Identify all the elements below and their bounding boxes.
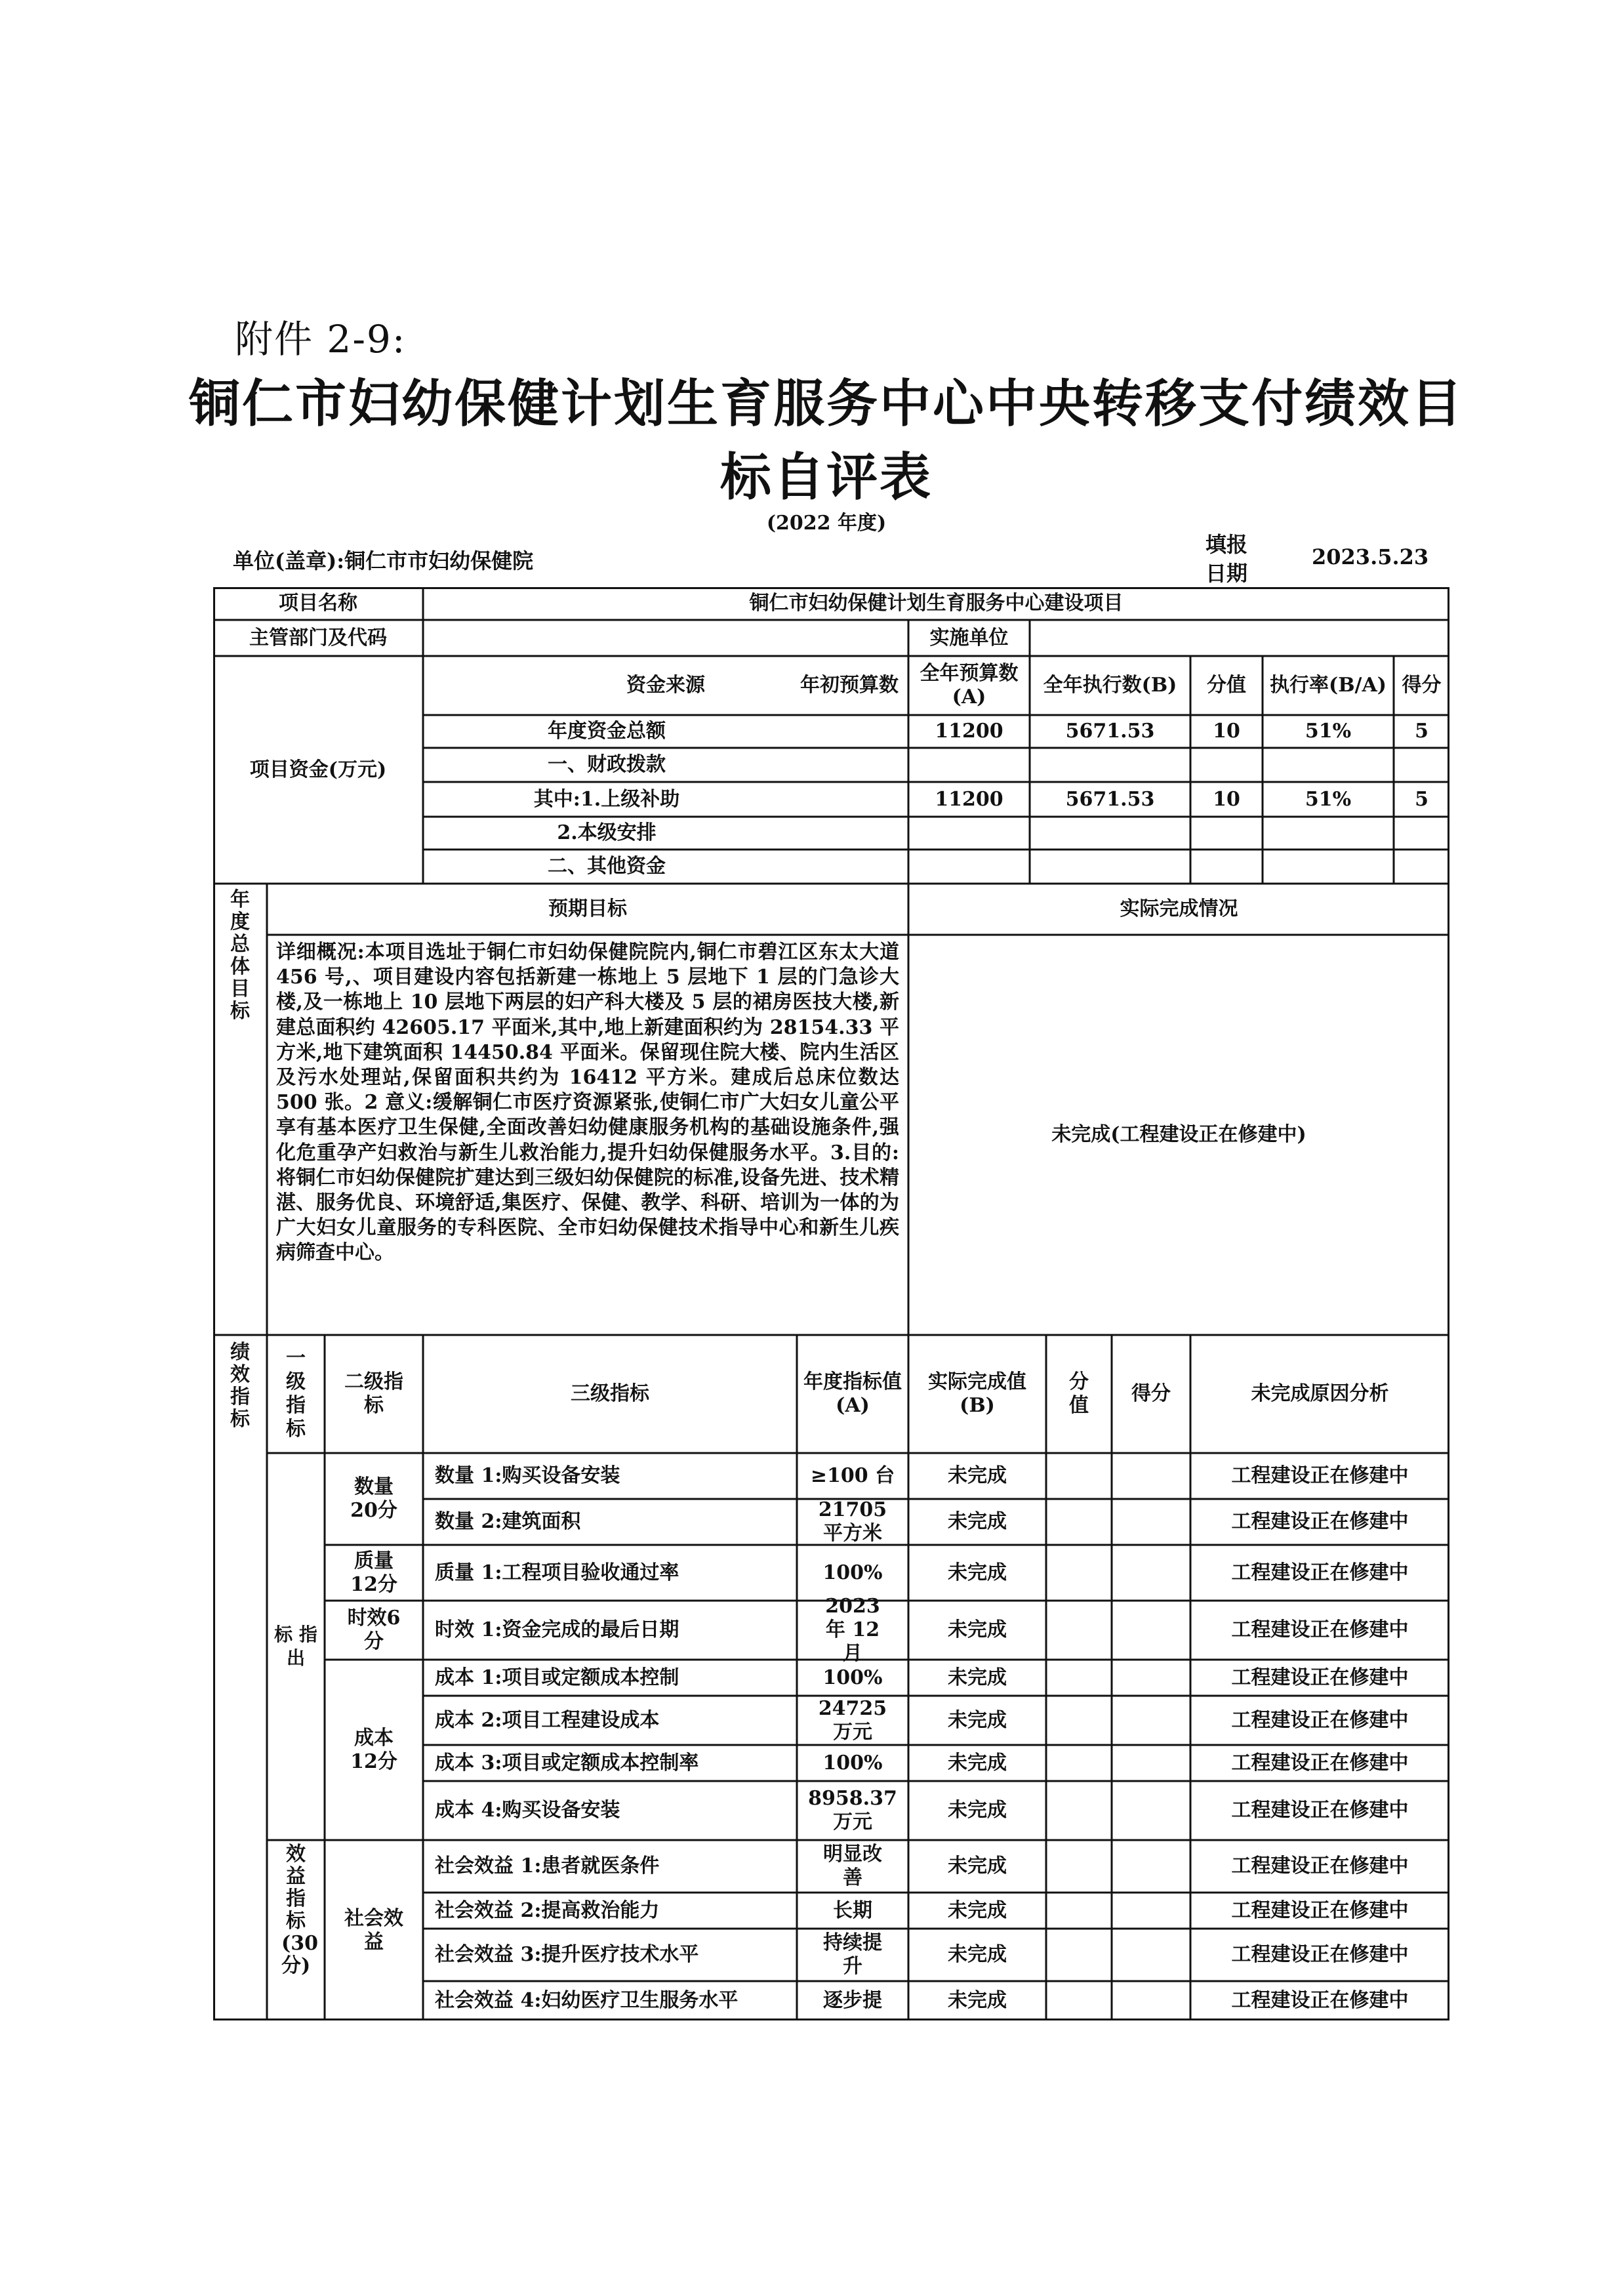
indicator-reason: 工程建设正在修建中 (1231, 1898, 1409, 1922)
ind-header-level2: 二级指标 (344, 1370, 403, 1417)
reporting-unit: 单位(盖章):铜仁市市妇幼保健院 (233, 548, 534, 573)
ind-header-actual: 实际完成值(B) (928, 1370, 1026, 1417)
indicator-reason: 工程建设正在修建中 (1231, 1943, 1409, 1966)
project-funds-label: 项目资金(万元) (249, 758, 387, 781)
funds-budget: 11200 (935, 720, 1003, 743)
indicator-name: 社会效益 3:提升医疗技术水平 (435, 1943, 699, 1966)
indicator-reason: 工程建设正在修建中 (1231, 1510, 1409, 1533)
indicator-actual: 未完成 (948, 1989, 1007, 2012)
ind-header-target: 年度指标值(A) (803, 1370, 902, 1417)
funds-header-score: 得分 (1402, 674, 1442, 697)
indicator-reason: 工程建设正在修建中 (1231, 1708, 1409, 1732)
funds-header-rate: 执行率(B/A) (1270, 674, 1387, 697)
ind-header-score-value: 分值 (1069, 1370, 1089, 1417)
indicator-actual: 未完成 (948, 1708, 1007, 1732)
funds-header-executed: 全年执行数(B) (1043, 674, 1177, 697)
funds-header-source: 资金来源 (626, 674, 705, 697)
group-quantity: 数量20分 (350, 1475, 397, 1522)
indicator-actual: 未完成 (948, 1855, 1007, 1877)
indicator-reason: 工程建设正在修建中 (1231, 1666, 1409, 1689)
expected-goal-text: 详细概况:本项目选址于铜仁市妇幼保健院院内,铜仁市碧江区东太大道 456 号,、项目建设内容包括新建一栋地上 5 层地下 1 层的门急诊大楼,及一栋地上 10 层地下两层的妇产科大楼及 5 层的裙房医技大楼,新建总面积约 42605.17 平面米,其中,地上新建面积约为 28154.33 平方米,地下建筑面积 14450.84 平面米。保留现住院大楼、院内生活区及污水处理站,保留面积共约为 16412 平方米。建成后总床位数达 500 张。2 意义:缓解铜仁市医疗资源紧张,使铜仁市广大妇女儿童公平享有基本医疗卫生保健,全面改善妇幼健康服务机构的基础设施条件,强化危重孕产妇救治与新生儿救治能力,提升妇幼保健服务水平。3.目的:将铜仁市妇幼保健院扩建达到三级妇幼保健院的标准,设备先进、技术精湛、服务优良、环境舒适,集医疗、保健、教学、科研、培训为一体的为广大妇女儿童服务的专科医院、全市妇幼保健技术指导中心和新生儿疾病筛查中心。 (276, 941, 899, 1265)
group-timeliness: 时效6分 (347, 1607, 401, 1653)
indicator-actual: 未完成 (948, 1799, 1007, 1822)
indicator-name: 成本 4:购买设备安装 (435, 1799, 620, 1822)
actual-completion-header: 实际完成情况 (1120, 897, 1238, 920)
funds-source: 2.本级安排 (557, 821, 657, 844)
indicator-name: 时效 1:资金完成的最后日期 (435, 1618, 679, 1641)
indicator-target: 长期 (833, 1898, 872, 1922)
actual-completion-text: 未完成(工程建设正在修建中) (1051, 1123, 1306, 1146)
funds-header-score-value: 分值 (1207, 674, 1246, 697)
indicator-target: 8958.37 万元 (808, 1787, 897, 1834)
ind-header-reason: 未完成原因分析 (1251, 1382, 1389, 1405)
group-cost: 成本12分 (350, 1726, 397, 1773)
project-name-value: 铜仁市妇幼保健计划生育服务中心建设项目 (749, 592, 1124, 615)
indicator-target: 21705 平方米 (818, 1498, 887, 1545)
indicator-actual: 未完成 (948, 1561, 1007, 1584)
funds-score: 5 (1415, 787, 1428, 811)
indicator-name: 质量 1:工程项目验收通过率 (435, 1561, 679, 1584)
funds-source: 其中:1.上级补助 (533, 787, 680, 811)
funds-header-initial: 年初预算数 (800, 674, 899, 697)
fill-date-label: 填报日期 (1205, 532, 1248, 586)
indicator-reason: 工程建设正在修建中 (1231, 1799, 1409, 1822)
funds-rate: 51% (1305, 720, 1352, 743)
funds-source: 年度资金总额 (548, 720, 666, 743)
indicator-actual: 未完成 (948, 1943, 1007, 1966)
project-name-label: 项目名称 (279, 592, 357, 615)
evaluation-table (213, 587, 1449, 2020)
output-indicator-label: 标 指 出 (274, 1624, 317, 1669)
group-social-benefit: 社会效益 (344, 1906, 403, 1954)
document-title (184, 367, 1469, 514)
indicator-actual: 未完成 (948, 1666, 1007, 1689)
benefit-indicator-label: 效益指标(30分) (281, 1843, 318, 1977)
indicator-name: 成本 2:项目工程建设成本 (435, 1708, 660, 1732)
indicator-target: 明显改善 (823, 1843, 882, 1889)
indicator-actual: 未完成 (948, 1898, 1007, 1922)
indicator-reason: 工程建设正在修建中 (1231, 1618, 1409, 1641)
funds-score-value: 10 (1213, 720, 1240, 743)
ind-header-score: 得分 (1131, 1382, 1171, 1405)
funds-header-budget: 全年预算数(A) (920, 662, 1019, 708)
fill-date-value: 2023.5.23 (1312, 544, 1429, 569)
indicator-target: 100% (822, 1751, 883, 1774)
indicator-target: 2023 年 12 月 (825, 1595, 880, 1665)
group-quality: 质量12分 (350, 1549, 397, 1596)
funds-budget: 11200 (935, 787, 1003, 811)
indicator-target: 100% (822, 1666, 883, 1689)
ind-header-level1: 一级指标 (286, 1347, 306, 1441)
indicator-name: 数量 2:建筑面积 (435, 1510, 581, 1533)
impl-unit-label: 实施单位 (929, 626, 1009, 649)
indicator-name: 数量 1:购买设备安装 (435, 1464, 620, 1487)
attachment-label: 附件 2-9: (235, 317, 407, 361)
indicator-actual: 未完成 (948, 1510, 1007, 1533)
indicator-name: 成本 1:项目或定额成本控制 (435, 1666, 679, 1689)
annual-goals-side-label: 年度总体目标 (230, 888, 250, 1023)
indicator-reason: 工程建设正在修建中 (1231, 1855, 1409, 1877)
indicator-target: 24725 万元 (818, 1696, 887, 1744)
title-line-1: 铜仁市妇幼保健计划生育服务中心中央转移支付绩效目 (188, 375, 1464, 434)
expected-goal-header: 预期目标 (548, 897, 627, 920)
indicator-reason: 工程建设正在修建中 (1231, 1989, 1409, 2012)
performance-side-label: 绩效指标 (230, 1341, 250, 1431)
funds-source: 一、财政拨款 (548, 753, 666, 776)
funds-executed: 5671.53 (1065, 787, 1155, 811)
indicator-reason: 工程建设正在修建中 (1231, 1561, 1409, 1584)
indicator-reason: 工程建设正在修建中 (1231, 1464, 1409, 1487)
indicator-target: 逐步提 (823, 1989, 882, 2012)
indicator-name: 成本 3:项目或定额成本控制率 (435, 1751, 699, 1774)
indicator-name: 社会效益 2:提高救治能力 (435, 1898, 660, 1922)
dept-label: 主管部门及代码 (249, 626, 387, 649)
title-line-2: 标自评表 (719, 448, 933, 507)
indicator-name: 社会效益 1:患者就医条件 (435, 1855, 660, 1877)
indicator-name: 社会效益 4:妇幼医疗卫生服务水平 (435, 1989, 739, 2012)
indicator-actual: 未完成 (948, 1751, 1007, 1774)
funds-score: 5 (1415, 720, 1428, 743)
indicator-target: 持续提升 (823, 1931, 882, 1978)
report-year: (2022 年度) (766, 512, 887, 535)
indicator-actual: 未完成 (948, 1618, 1007, 1641)
indicator-target: 100% (822, 1561, 883, 1584)
funds-score-value: 10 (1213, 787, 1240, 811)
funds-source: 二、其他资金 (548, 855, 666, 878)
funds-executed: 5671.53 (1065, 720, 1155, 743)
ind-header-level3: 三级指标 (571, 1382, 649, 1405)
indicator-target: ≥100 台 (810, 1464, 895, 1487)
funds-rate: 51% (1305, 787, 1352, 811)
indicator-actual: 未完成 (948, 1464, 1007, 1487)
indicator-reason: 工程建设正在修建中 (1231, 1751, 1409, 1774)
